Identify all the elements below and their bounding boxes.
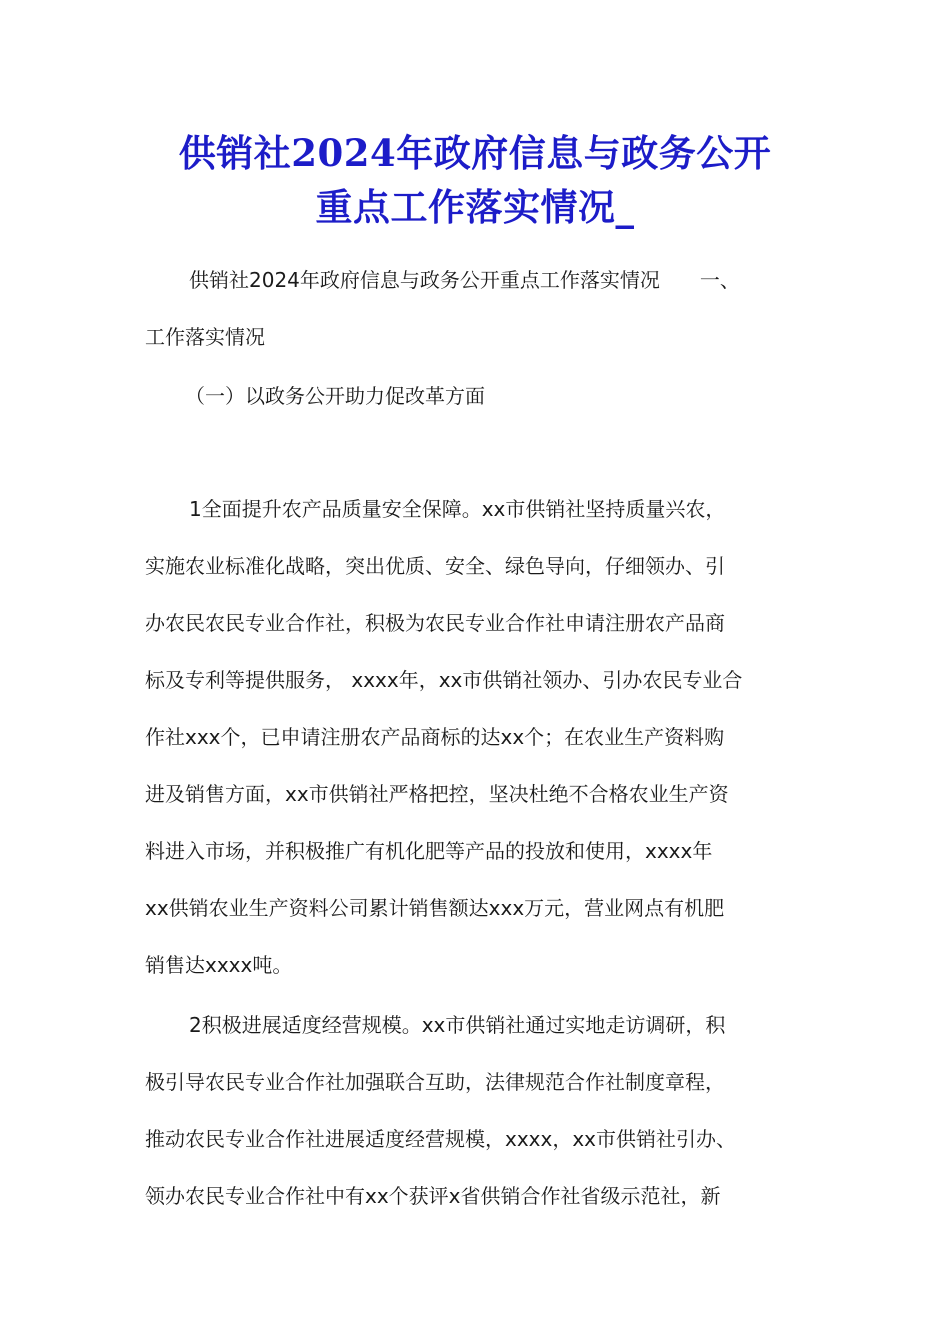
paragraph-line: 办农民农民专业合作社，积极为农民专业合作社申请注册农产品商	[145, 611, 725, 635]
subheading: （一）以政务公开助力促改革方面	[185, 384, 485, 408]
paragraph-line: 作社xxx个，已申请注册农产品商标的达xx个；在农业生产资料购	[145, 725, 725, 749]
paragraph-line: 进及销售方面，xx市供销社严格把控，坚决杜绝不合格农业生产资	[145, 782, 729, 806]
paragraph-line: 推动农民专业合作社进展适度经营规模，xxxx，xx市供销社引办、	[145, 1127, 737, 1151]
paragraph-line: 1全面提升农产品质量安全保障。xx市供销社坚持质量兴农，	[189, 497, 726, 521]
paragraph-1	[145, 481, 810, 994]
intro-line-1	[145, 252, 810, 309]
paragraph-line: 领办农民专业合作社中有xx个获评x省供销合作社省级示范社，新	[145, 1184, 721, 1208]
paragraph-line: 极引导农民专业合作社加强联合互助，法律规范合作社制度章程，	[145, 1070, 725, 1094]
intro-paragraph	[145, 252, 810, 366]
title-line-1: 供销社2024年政府信息与政务公开	[178, 131, 772, 175]
paragraph-line: 料进入市场，并积极推广有机化肥等产品的投放和使用，xxxx年	[145, 839, 713, 863]
intro-text: 供销社2024年政府信息与政务公开重点工作落实情况	[189, 268, 660, 292]
paragraph-2	[145, 997, 810, 1225]
paragraph-line: xx供销农业生产资料公司累计销售额达xxx万元，营业网点有机肥	[145, 896, 725, 920]
section-number: 一、	[699, 268, 740, 292]
paragraph-line: 2积极进展适度经营规模。xx市供销社通过实地走访调研，积	[189, 1013, 726, 1037]
title-line-2: 重点工作落实情况_	[315, 185, 635, 229]
paragraph-line: 销售达xxxx吨。	[145, 953, 293, 977]
document-title	[120, 126, 830, 234]
paragraph-line: 标及专利等提供服务， xxxx年，xx市供销社领办、引办农民专业合	[145, 668, 743, 692]
intro-line-2: 工作落实情况	[145, 325, 265, 349]
paragraph-line: 实施农业标准化战略，突出优质、安全、绿色导向，仔细领办、引	[145, 554, 725, 578]
